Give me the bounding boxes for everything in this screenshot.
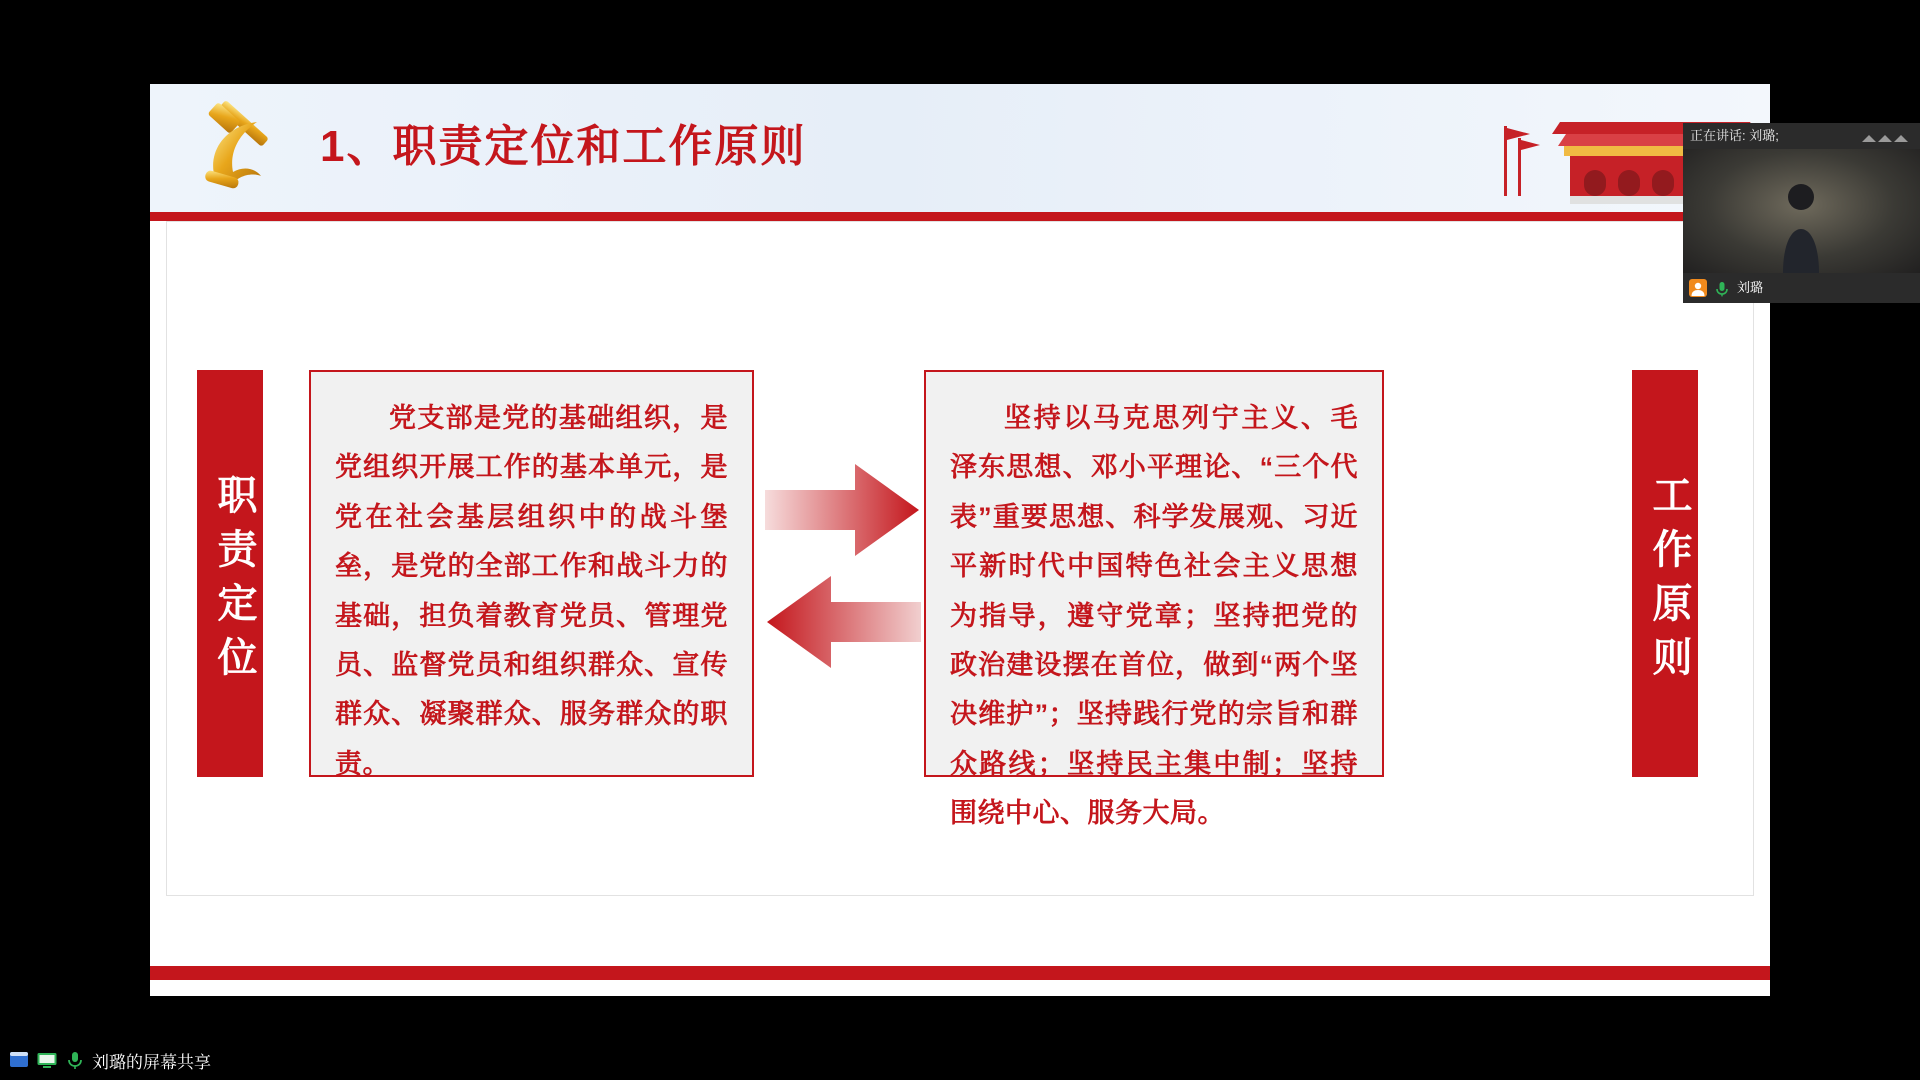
header-underline xyxy=(150,212,1770,221)
user-icon xyxy=(1689,279,1707,297)
principles-text-panel xyxy=(924,370,1384,829)
slide-body xyxy=(166,221,1754,896)
section-label-responsibility: 职责定位 xyxy=(197,370,263,777)
speaking-status-text: 正在讲话: 刘璐; xyxy=(1690,128,1779,143)
taskbar-screen-share-item[interactable] xyxy=(4,1044,219,1076)
slide-footer-bar xyxy=(150,966,1770,980)
taskbar xyxy=(0,1040,1920,1080)
party-emblem-icon xyxy=(185,100,295,200)
speaking-indicator-icon xyxy=(1860,129,1912,143)
screen-share-icon xyxy=(36,1049,58,1071)
principles-text: 坚持以马克思列宁主义、毛泽东思想、邓小平理论、“三个代表”重要思想、科学发展观、习近平新时代中国特色社会主义思想为指导，遵守党章；坚持把党的政治建设摆在首位，做到“两个坚决维护”；坚持践行党的宗旨和群众路线；坚持民主集中制；坚持围绕中心、服务大局。 xyxy=(950,403,1358,829)
page-title: 1、职责定位和工作原则 xyxy=(320,122,807,171)
speaker-video-panel[interactable] xyxy=(1683,123,1920,303)
microphone-icon[interactable] xyxy=(1713,279,1731,297)
double-arrow-icon xyxy=(763,452,923,702)
window-icon xyxy=(8,1049,30,1071)
taskbar-label: 刘璐的屏幕共享 xyxy=(92,1052,211,1072)
speaking-status-bar xyxy=(1683,123,1920,149)
shared-screen-slide xyxy=(150,84,1770,996)
section-label-principles: 工作原则 xyxy=(1632,370,1698,777)
slide-header xyxy=(150,84,1770,212)
person-silhouette-icon xyxy=(1779,177,1823,273)
video-feed xyxy=(1683,149,1920,273)
microphone-icon xyxy=(64,1049,86,1071)
responsibility-text: 党支部是党的基础组织，是党组织开展工作的基本单元，是党在社会基层组织中的战斗堡垒，是党的全部工作和战斗力的基础，担负着教育党员、管理党员、监督党员和组织群众、宣传群众、凝聚群众、服务群众的职责。 xyxy=(335,403,728,779)
participant-name-bar xyxy=(1683,273,1920,303)
participant-name: 刘璐 xyxy=(1737,280,1764,295)
responsibility-text-panel xyxy=(309,370,754,777)
